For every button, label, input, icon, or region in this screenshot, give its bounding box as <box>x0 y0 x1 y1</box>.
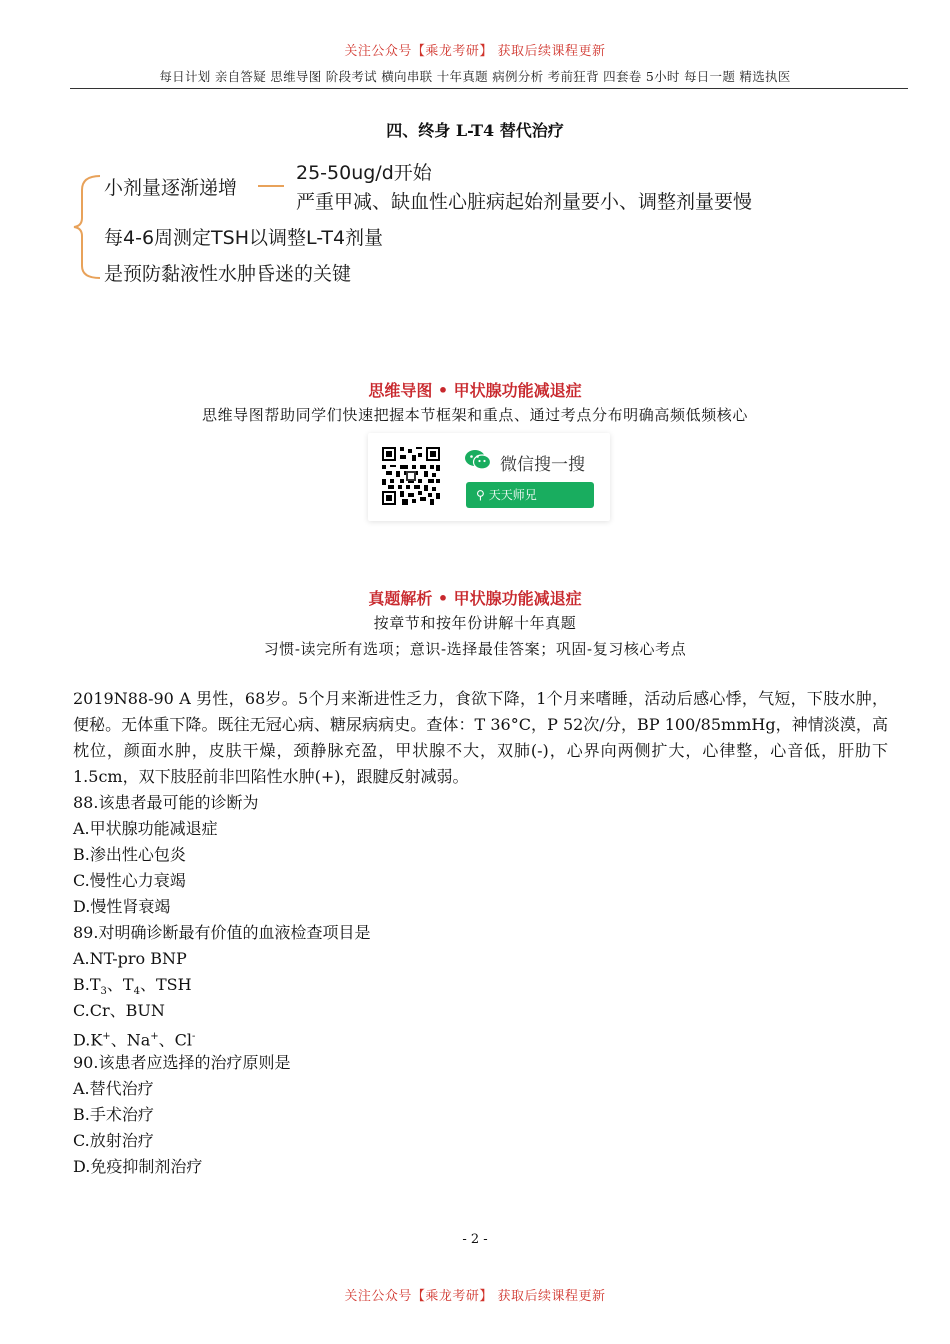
question-89-option-d: D.K+、Na+、Cl- <box>73 1030 196 1050</box>
feature-nav-strip: 每日计划 亲自答疑 思维导图 阶段考试 横向串联 十年真题 病例分析 考前狂背 四套卷 5小时 每日一题 精选执医 <box>159 69 791 84</box>
question-89-option-b: $B.T_3$、$T_4$、TSH <box>73 975 192 998</box>
question-90-option-c: C.放射治疗 <box>73 1131 154 1150</box>
qr-code-icon <box>382 447 440 505</box>
mindmap-node-severe-note: 严重甲减、缺血性心脏病起始剂量要小、调整剂量要慢 <box>296 191 753 213</box>
search-text: 天天师兄 <box>488 488 537 502</box>
question-88-option-c: C.慢性心力衰竭 <box>73 871 186 890</box>
question-90-option-d: D.免疫抑制剂治疗 <box>73 1157 203 1176</box>
wechat-search-label: 微信搜一搜 <box>500 455 585 475</box>
wechat-search-box[interactable] <box>466 482 594 508</box>
mindmap-node-start-dose: 25-50ug/d开始 <box>296 162 432 184</box>
bottom-banner: 关注公众号【乘龙考研】 获取后续课程更新 <box>344 1289 606 1304</box>
question-90-option-b: B.手术治疗 <box>73 1105 154 1124</box>
wechat-qr-card[interactable] <box>368 433 610 521</box>
exam-subtitle-2: 习惯-读完所有选项；意识-选择最佳答案；巩固-复习核心考点 <box>263 640 687 658</box>
mindmap-node-prevention: 是预防黏液性水肿昏迷的关键 <box>104 263 352 285</box>
question-90-stem: 90.该患者应选择的治疗原则是 <box>73 1053 291 1072</box>
top-banner: 关注公众号【乘龙考研】 获取后续课程更新 <box>344 44 606 59</box>
question-88-option-d: D.慢性肾衰竭 <box>73 897 171 916</box>
search-icon: ⚲ <box>476 488 485 502</box>
mindmap-brace <box>70 172 104 282</box>
header-divider <box>70 88 908 89</box>
question-88-option-b: B.渗出性心包炎 <box>73 845 186 864</box>
page-number: - 2 - <box>462 1232 488 1247</box>
question-89-stem: 89.对明确诊断最有价值的血液检查项目是 <box>73 923 371 942</box>
wechat-icon <box>464 449 492 471</box>
exam-section-title: 真题解析 • 甲状腺功能减退症 <box>368 589 582 608</box>
mindmap-node-tsh-monitor: 每4-6周测定TSH以调整L-T4剂量 <box>104 227 384 249</box>
question-88-stem: 88.该患者最可能的诊断为 <box>73 793 259 812</box>
case-description: 2019N88-90 A 男性，68岁。5个月来渐进性乏力，食欲下降，1个月来嗜睡，活动后感心悸，气短，下肢水肿，便秘。无体重下降。既往无冠心病、糖尿病病史。查体：T 36°C，P 52次/分，BP 100/85mmHg，神情淡漠，高枕位，颜面水肿，皮肤干燥，颈静脉充盈，甲状腺不大，双肺(-)，心界向两侧扩大，心律整，心音低，肝肋下1.5cm，双下肢胫前非凹陷性水肿(+)，跟腱反射减弱。 <box>73 689 888 786</box>
question-88-option-a: A.甲状腺功能减退症 <box>73 819 218 838</box>
mindmap-promo-title: 思维导图 • 甲状腺功能减退症 <box>368 381 582 400</box>
question-89-option-c: C.Cr、BUN <box>73 1001 165 1020</box>
question-89-option-a: A.NT-pro BNP <box>73 949 187 968</box>
mindmap-connector <box>258 185 284 187</box>
question-90-option-a: A.替代治疗 <box>73 1079 154 1098</box>
mindmap-node-dosage: 小剂量逐渐递增 <box>104 177 238 199</box>
mindmap-promo-description: 思维导图帮助同学们快速把握本节框架和重点、通过考点分布明确高频低频核心 <box>201 406 748 424</box>
exam-subtitle-1: 按章节和按年份讲解十年真题 <box>373 614 577 632</box>
section-heading: 四、终身 L-T4 替代治疗 <box>386 121 564 140</box>
